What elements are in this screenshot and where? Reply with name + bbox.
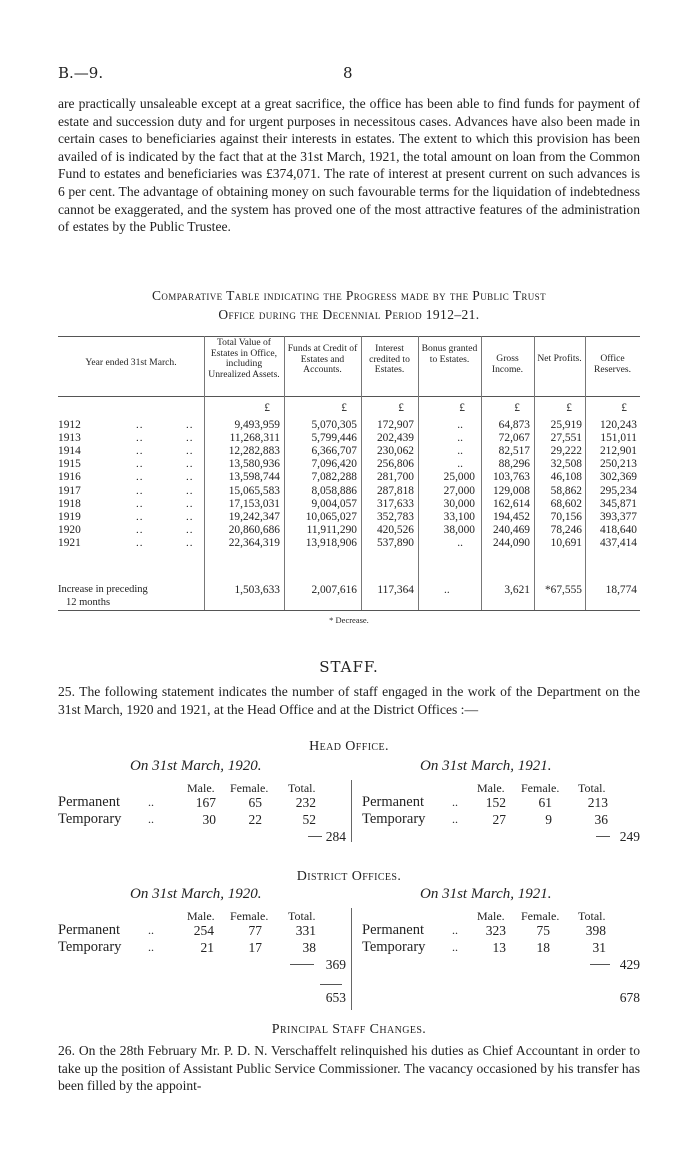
ho21-temporary-leader: .. (452, 812, 458, 826)
do20-permanent-leader: .. (148, 923, 154, 937)
ho21-temporary-female: 9 (545, 812, 552, 827)
cell-funds: 7,082,288 (311, 471, 357, 484)
col-header-funds: Funds at Credit of Estates and Accounts. (287, 343, 358, 375)
district-offices-title: District Offices. (296, 869, 402, 884)
cell-gross: 240,469 (492, 523, 530, 536)
do20-permanent-male: 254 (193, 923, 214, 938)
cell-total-value: 13,598,744 (228, 471, 280, 484)
dot-leader: .. (186, 471, 194, 484)
ho20-permanent-label: Permanent (58, 794, 121, 810)
do21-temporary-female: 18 (536, 940, 550, 955)
do20-grand-total: 653 (325, 990, 346, 1005)
cell-interest: 287,818 (376, 484, 414, 497)
cell-net: 27,551 (550, 432, 582, 445)
cell-reserves: 212,901 (599, 445, 637, 458)
cell-total-value: 15,065,583 (228, 484, 280, 497)
cell-funds: 11,911,290 (306, 523, 357, 536)
cell-year: 1914 (58, 445, 81, 458)
currency-symbol: £ (566, 402, 572, 414)
cell-gross: 88,296 (498, 458, 530, 471)
dot-leader: .. (186, 458, 194, 471)
cell-net: 58,862 (550, 484, 582, 497)
cell-bonus: 38,000 (443, 523, 475, 536)
staff-heading: STAFF. (319, 658, 379, 676)
col-header-interest: Interest credited to Estates. (369, 343, 410, 375)
cell-net: 29,222 (550, 445, 582, 458)
cell-interest: 256,806 (376, 458, 414, 471)
ho20-permanent-total: 232 (295, 795, 316, 810)
do21-temporary-male: 13 (492, 940, 506, 955)
cell-year: 1913 (58, 432, 81, 445)
cell-interest: 202,439 (376, 432, 414, 445)
cell-reserves: 250,213 (599, 458, 637, 471)
dot-leader: .. (136, 523, 144, 536)
do20-permanent-label: Permanent (58, 922, 121, 938)
cell-year: 1916 (58, 471, 81, 484)
dot-leader: .. (186, 510, 194, 523)
increase-total: 1,503,633 (234, 584, 280, 596)
district-1921-heading: On 31st March, 1921. (420, 886, 552, 902)
cell-interest: 317,633 (376, 497, 414, 510)
do21-col-total: Total. (578, 909, 606, 923)
do21-permanent-female: 75 (536, 923, 550, 938)
currency-symbol: £ (398, 402, 404, 414)
do21-grand-total: 678 (619, 990, 640, 1005)
dot-leader: .. (136, 432, 144, 445)
cell-interest: 172,907 (376, 419, 414, 431)
cell-net: 25,919 (550, 419, 582, 431)
do20-permanent-female: 77 (248, 923, 262, 938)
principal-changes-paragraph: 26. On the 28th February Mr. P. D. N. Verschaffelt relinquished his duties as Chief Accountant in order to take up the position of Assistant Public Service Commissioner. The vacancy occasioned by his transfer has been filled by the appoint- (58, 1043, 640, 1094)
do20-temporary-label: Temporary (58, 939, 122, 955)
table-caption-line-2: Office during the Decennial Period 1912–21. (218, 307, 480, 322)
cell-total-value: 17,153,031 (228, 497, 280, 510)
ho20-temporary-total: 52 (302, 812, 316, 827)
currency-symbol: £ (514, 402, 520, 414)
dot-leader: .. (136, 445, 144, 458)
cell-interest: 281,700 (376, 471, 414, 484)
cell-total-value: 11,268,311 (229, 432, 280, 445)
do21-temporary-leader: .. (452, 940, 458, 954)
cell-reserves: 295,234 (599, 484, 637, 497)
cell-reserves: 302,369 (599, 471, 637, 484)
dot-leader: .. (136, 458, 144, 471)
dot-leader: .. (136, 497, 144, 510)
increase-funds: 2,007,616 (311, 584, 357, 596)
ho21-col-total: Total. (578, 781, 606, 795)
ho21-temporary-label: Temporary (362, 811, 426, 827)
cell-gross: 162,614 (492, 497, 530, 510)
cell-total-value: 19,242,347 (228, 510, 280, 523)
ho21-permanent-female: 61 (538, 795, 552, 810)
cell-bonus: .. (457, 432, 463, 445)
ho20-col-male: Male. (187, 781, 215, 795)
increase-interest: 117,364 (377, 584, 414, 596)
do21-permanent-male: 323 (485, 923, 506, 938)
ho20-temporary-label: Temporary (58, 811, 122, 827)
increase-label-2: 12 months (66, 597, 111, 608)
cell-year: 1917 (58, 484, 81, 497)
ho21-temporary-total: 36 (594, 812, 608, 827)
dot-leader: .. (136, 471, 144, 484)
intro-paragraph: are practically unsaleable except at a great sacrifice, the office has been able to find funds for payment of estate and succession duty and for urgent purposes in necessitous cases. Advances have also been made in certain cases to beneficiaries against their interests in estates. The extent to which this provision has been availed of is indicated by the fact that at the 31st March, 1921, the total amount on loan from the Common Fund to estates and beneficiaries was £374,071. The rate of interest at present current on such advances is 6 per cent. The advantage of obtaining money on such favourable terms for the liquidation of indebtedness cannot be exaggerated, and the system has proved one of the most attractive features of the administration of estates by the Public Trustee. (58, 96, 640, 235)
do21-temporary-total: 31 (592, 940, 606, 955)
cell-year: 1920 (58, 523, 81, 536)
ho21-temporary-male: 27 (492, 812, 506, 827)
cell-funds: 5,799,446 (311, 432, 357, 445)
dot-leader: .. (186, 419, 194, 431)
do20-col-female: Female. (230, 909, 269, 923)
cell-gross: 82,517 (498, 445, 530, 458)
page-number: 8 (343, 64, 353, 82)
cell-gross: 244,090 (492, 536, 530, 549)
col-header-net: Net Profits. (537, 353, 582, 364)
cell-gross: 72,067 (498, 432, 530, 445)
increase-reserves: 18,774 (605, 584, 637, 596)
cell-bonus: 27,000 (443, 484, 475, 497)
ho20-permanent-leader: .. (148, 795, 154, 809)
dot-leader: .. (186, 497, 194, 510)
cell-reserves: 437,414 (599, 536, 637, 549)
ho20-col-total: Total. (288, 781, 316, 795)
do20-temporary-male: 21 (200, 940, 214, 955)
ho21-col-male: Male. (477, 781, 505, 795)
head-office-1920-heading: On 31st March, 1920. (130, 758, 262, 774)
cell-bonus: .. (457, 445, 463, 458)
ho21-permanent-male: 152 (485, 795, 506, 810)
currency-symbol: £ (341, 402, 347, 414)
do20-col-male: Male. (187, 909, 215, 923)
dot-leader: .. (186, 536, 194, 549)
head-office-title: Head Office. (309, 739, 389, 754)
cell-interest: 537,890 (376, 536, 414, 549)
ho21-permanent-leader: .. (452, 795, 458, 809)
do20-permanent-total: 331 (295, 923, 316, 938)
cell-bonus: 25,000 (443, 471, 475, 484)
cell-funds: 8,058,886 (311, 484, 357, 497)
dot-leader: .. (186, 432, 194, 445)
ho20-temporary-male: 30 (202, 812, 216, 827)
col-header-gross: Gross Income. (491, 353, 524, 375)
cell-gross: 129,008 (492, 484, 530, 497)
cell-funds: 13,918,906 (305, 536, 357, 549)
cell-net: 10,691 (550, 536, 582, 549)
cell-gross: 194,452 (492, 510, 530, 523)
cell-interest: 352,783 (376, 510, 414, 523)
ho21-permanent-total: 213 (587, 795, 608, 810)
ho20-col-female: Female. (230, 781, 269, 795)
cell-funds: 7,096,420 (311, 458, 357, 471)
cell-year: 1921 (58, 536, 81, 549)
table-footnote: * Decrease. (329, 615, 369, 625)
ho20-total: 284 (325, 829, 346, 844)
cell-gross: 103,763 (492, 471, 530, 484)
cell-total-value: 20,860,686 (228, 523, 280, 536)
do20-temporary-leader: .. (148, 940, 154, 954)
cell-year: 1912 (58, 419, 81, 431)
cell-interest: 420,526 (376, 523, 414, 536)
ho20-temporary-leader: .. (148, 812, 154, 826)
cell-reserves: 151,011 (600, 432, 637, 445)
cell-reserves: 345,871 (599, 497, 637, 510)
do20-temporary-female: 17 (248, 940, 262, 955)
cell-bonus: 30,000 (443, 497, 475, 510)
col-header-year: Year ended 31st March. (85, 357, 177, 368)
cell-bonus: .. (457, 458, 463, 471)
dot-leader: .. (136, 536, 144, 549)
cell-net: 70,156 (550, 510, 582, 523)
cell-net: 32,508 (550, 458, 582, 471)
currency-symbol: £ (264, 402, 270, 414)
currency-symbol: £ (621, 402, 627, 414)
increase-net: *67,555 (544, 584, 582, 596)
cell-total-value: 13,580,936 (228, 458, 280, 471)
do21-col-male: Male. (477, 909, 505, 923)
do21-total: 429 (619, 957, 640, 972)
cell-year: 1918 (58, 497, 81, 510)
increase-label-1: Increase in preceding (58, 584, 148, 595)
ho21-col-female: Female. (521, 781, 560, 795)
increase-gross: 3,621 (504, 584, 530, 596)
principal-changes-title: Principal Staff Changes. (271, 1022, 427, 1037)
cell-net: 78,246 (550, 523, 582, 536)
district-1920-heading: On 31st March, 1920. (130, 886, 262, 902)
cell-bonus: 33,100 (443, 510, 475, 523)
col-header-bonus: Bonus granted to Estates. (421, 343, 478, 365)
do21-permanent-label: Permanent (362, 922, 425, 938)
cell-total-value: 22,364,319 (228, 536, 280, 549)
cell-reserves: 120,243 (599, 419, 637, 431)
do21-permanent-leader: .. (452, 923, 458, 937)
cell-funds: 6,366,707 (311, 445, 357, 458)
cell-reserves: 418,640 (599, 523, 637, 536)
do20-col-total: Total. (288, 909, 316, 923)
cell-year: 1915 (58, 458, 81, 471)
head-office-1921-heading: On 31st March, 1921. (420, 758, 552, 774)
cell-year: 1919 (58, 510, 81, 523)
dot-leader: .. (136, 419, 144, 431)
do21-temporary-label: Temporary (362, 939, 426, 955)
staff-paragraph: 25. The following statement indicates the number of staff engaged in the work of the Department on the 31st March, 1920 and 1921, at the Head Office and at the District Offices :— (58, 684, 640, 717)
col-header-total-value: Total Value of Estates in Office, including Unrealized Assets. (208, 337, 280, 380)
cell-bonus: .. (457, 419, 463, 431)
dot-leader: .. (136, 484, 144, 497)
report-reference: B.—9. (58, 64, 104, 82)
col-header-reserves: Office Reserves. (593, 353, 632, 375)
dot-leader: .. (136, 510, 144, 523)
do20-total: 369 (325, 957, 346, 972)
do20-temporary-total: 38 (302, 940, 316, 955)
cell-total-value: 12,282,883 (228, 445, 280, 458)
ho20-temporary-female: 22 (248, 812, 262, 827)
currency-symbol: £ (459, 402, 465, 414)
do21-permanent-total: 398 (585, 923, 606, 938)
cell-reserves: 393,377 (599, 510, 637, 523)
cell-total-value: 9,493,959 (234, 419, 280, 431)
cell-gross: 64,873 (498, 419, 530, 431)
ho20-permanent-female: 65 (248, 795, 262, 810)
cell-funds: 10,065,027 (305, 510, 357, 523)
cell-interest: 230,062 (376, 445, 414, 458)
dot-leader: .. (186, 445, 194, 458)
cell-funds: 9,004,057 (311, 497, 357, 510)
ho20-permanent-male: 167 (195, 795, 216, 810)
do21-col-female: Female. (521, 909, 560, 923)
dot-leader: .. (186, 523, 194, 536)
increase-bonus: .. (444, 584, 450, 596)
cell-bonus: .. (457, 536, 463, 549)
ho21-permanent-label: Permanent (362, 794, 425, 810)
cell-net: 68,602 (550, 497, 582, 510)
ho21-total: 249 (619, 829, 640, 844)
dot-leader: .. (186, 484, 194, 497)
cell-net: 46,108 (550, 471, 582, 484)
table-caption-line-1: Comparative Table indicating the Progress made by the Public Trust (152, 288, 546, 303)
cell-funds: 5,070,305 (311, 419, 357, 431)
